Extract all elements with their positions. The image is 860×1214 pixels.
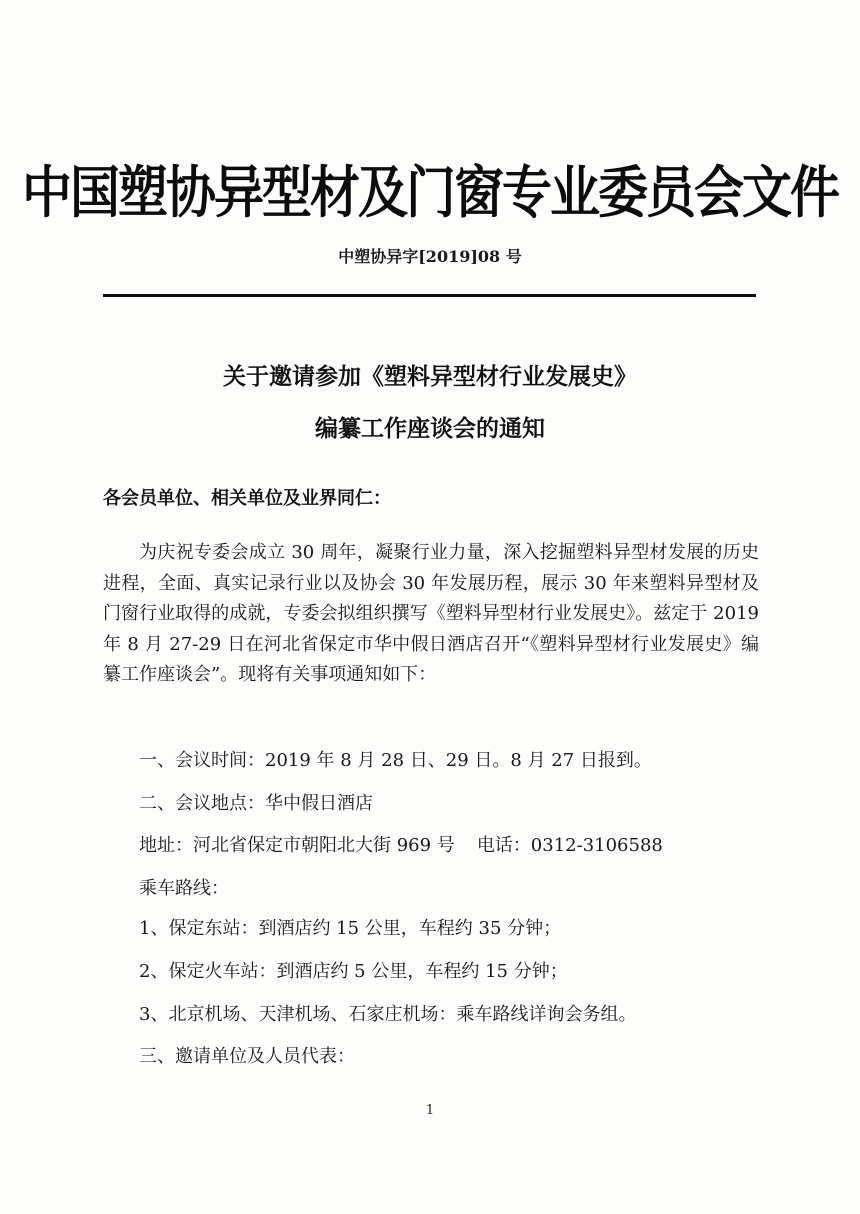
address-line (139, 831, 663, 857)
route-item-3: 3、北京机场、天津机场、石家庄机场：乘车路线详询会务组。 (139, 1004, 637, 1025)
phone-text: 电话：0312-3106588 (476, 835, 663, 856)
route-heading: 乘车路线： (139, 878, 229, 899)
route-item-2: 2、保定火车站：到酒店约 5 公里，车程约 15 分钟； (139, 961, 568, 982)
intro-paragraph: 为庆祝专委会成立 30 周年，凝聚行业力量，深入挖掘塑料异型材发展的历史进程，全面、真实记录行业以及协会 30 年发展历程，展示 30 年来塑料异型材及门窗行业取得的成就，专委会拟组织撰写《塑料异型材行业发展史》。兹定于 2019 年 8 月 27-29 日在河北省保定市华中假日酒店召开“《塑料异型材行业发展史》编纂工作座谈会”。现将有关事项通知如下： (103, 542, 759, 685)
meeting-location-item: 二、会议地点：华中假日酒店 (139, 793, 373, 814)
invited-units-item: 三、邀请单位及人员代表： (139, 1046, 355, 1067)
address-text: 地址：河北省保定市朝阳北大街 969 号 (139, 835, 455, 856)
document-number: 中塑协异字[2019]08 号 (338, 247, 522, 266)
notice-title-line-1: 关于邀请参加《塑料异型材行业发展史》 (223, 364, 637, 390)
notice-title-line-2: 编纂工作座谈会的通知 (315, 416, 545, 442)
route-item-1: 1、保定东站：到酒店约 15 公里，车程约 35 分钟； (139, 918, 562, 939)
meeting-time-item: 一、会议时间：2019 年 8 月 28 日、29 日。8 月 27 日报到。 (139, 750, 652, 771)
salutation: 各会员单位、相关单位及业界同仁： (103, 488, 391, 509)
header-divider (103, 294, 756, 297)
page-number: 1 (425, 1103, 435, 1118)
document-masthead: 中国塑协异型材及门窗专业委员会文件 (22, 160, 838, 226)
